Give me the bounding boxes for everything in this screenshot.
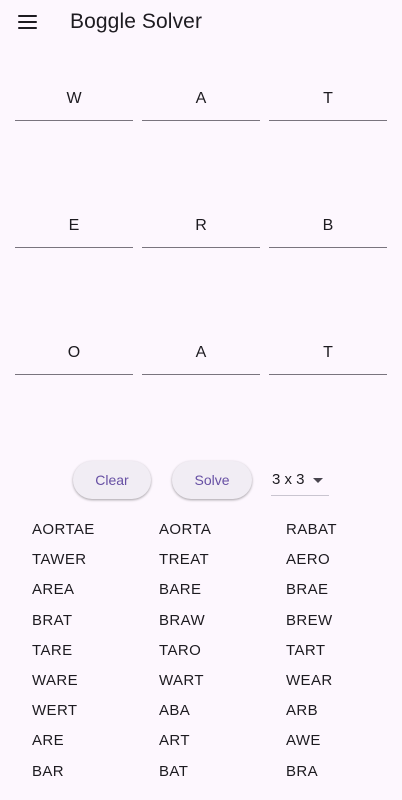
result-word: TART bbox=[286, 641, 326, 659]
result-word: BREW bbox=[286, 611, 333, 629]
result-word: BRAT bbox=[32, 611, 73, 629]
cell-letter: E bbox=[68, 217, 80, 234]
result-word: WERT bbox=[32, 702, 78, 720]
board-cell[interactable] bbox=[269, 195, 387, 249]
result-word: TAWER bbox=[32, 551, 87, 569]
result-word: WARE bbox=[32, 672, 79, 689]
cell-letter: O bbox=[67, 344, 81, 361]
result-word: BRAW bbox=[159, 611, 206, 629]
cell-underline bbox=[142, 374, 260, 375]
result-word: AWE bbox=[286, 732, 321, 750]
cell-letter: B bbox=[322, 217, 334, 234]
cell-underline bbox=[15, 374, 133, 375]
cell-letter: A bbox=[195, 344, 207, 361]
cell-underline bbox=[142, 120, 260, 121]
result-word: RABAT bbox=[286, 521, 337, 538]
board-cell[interactable] bbox=[269, 322, 387, 376]
board-cell[interactable] bbox=[269, 68, 387, 122]
result-word: AREA bbox=[32, 581, 75, 599]
board-cell[interactable] bbox=[15, 195, 133, 249]
result-word: TREAT bbox=[159, 551, 210, 569]
result-word: BRA bbox=[286, 762, 319, 780]
result-word: WART bbox=[159, 672, 204, 689]
cell-underline bbox=[142, 247, 260, 248]
board-size-value: 3 x 3 bbox=[272, 471, 305, 488]
result-word: ARE bbox=[32, 732, 65, 750]
app-bar bbox=[0, 0, 402, 44]
board-size-dropdown[interactable] bbox=[271, 466, 329, 496]
cell-underline bbox=[269, 374, 387, 375]
cell-underline bbox=[269, 247, 387, 248]
board-cell[interactable] bbox=[15, 322, 133, 376]
result-word: AORTAE bbox=[32, 521, 95, 538]
cell-underline bbox=[15, 120, 133, 121]
result-word: WEAR bbox=[286, 672, 333, 689]
cell-letter: W bbox=[66, 90, 82, 107]
board-cell[interactable] bbox=[15, 68, 133, 122]
page-title: Boggle Solver bbox=[70, 10, 203, 33]
result-word: TARO bbox=[159, 641, 202, 659]
board-cell[interactable] bbox=[142, 68, 260, 122]
result-word: BAR bbox=[32, 762, 65, 780]
result-word: BRAE bbox=[286, 581, 329, 599]
menu-icon[interactable] bbox=[18, 14, 38, 30]
dropdown-underline bbox=[271, 495, 329, 496]
result-word: ARB bbox=[286, 702, 319, 720]
result-word: ABA bbox=[159, 702, 191, 720]
result-word: AORTA bbox=[159, 521, 212, 538]
cell-underline bbox=[269, 120, 387, 121]
board-cell[interactable] bbox=[142, 195, 260, 249]
solve-button[interactable]: Solve bbox=[172, 461, 252, 499]
result-word: AERO bbox=[286, 551, 331, 569]
result-word: BAT bbox=[159, 762, 189, 780]
dropdown-caret-icon bbox=[313, 478, 323, 483]
cell-underline bbox=[15, 247, 133, 248]
result-word: BARE bbox=[159, 581, 202, 599]
board-cell[interactable] bbox=[142, 322, 260, 376]
cell-letter: A bbox=[195, 90, 207, 107]
cell-letter: R bbox=[195, 217, 207, 234]
result-word: TARE bbox=[32, 641, 73, 659]
clear-button[interactable]: Clear bbox=[73, 461, 151, 499]
result-word: ART bbox=[159, 732, 190, 750]
cell-letter: T bbox=[323, 344, 333, 361]
cell-letter: T bbox=[323, 90, 333, 107]
